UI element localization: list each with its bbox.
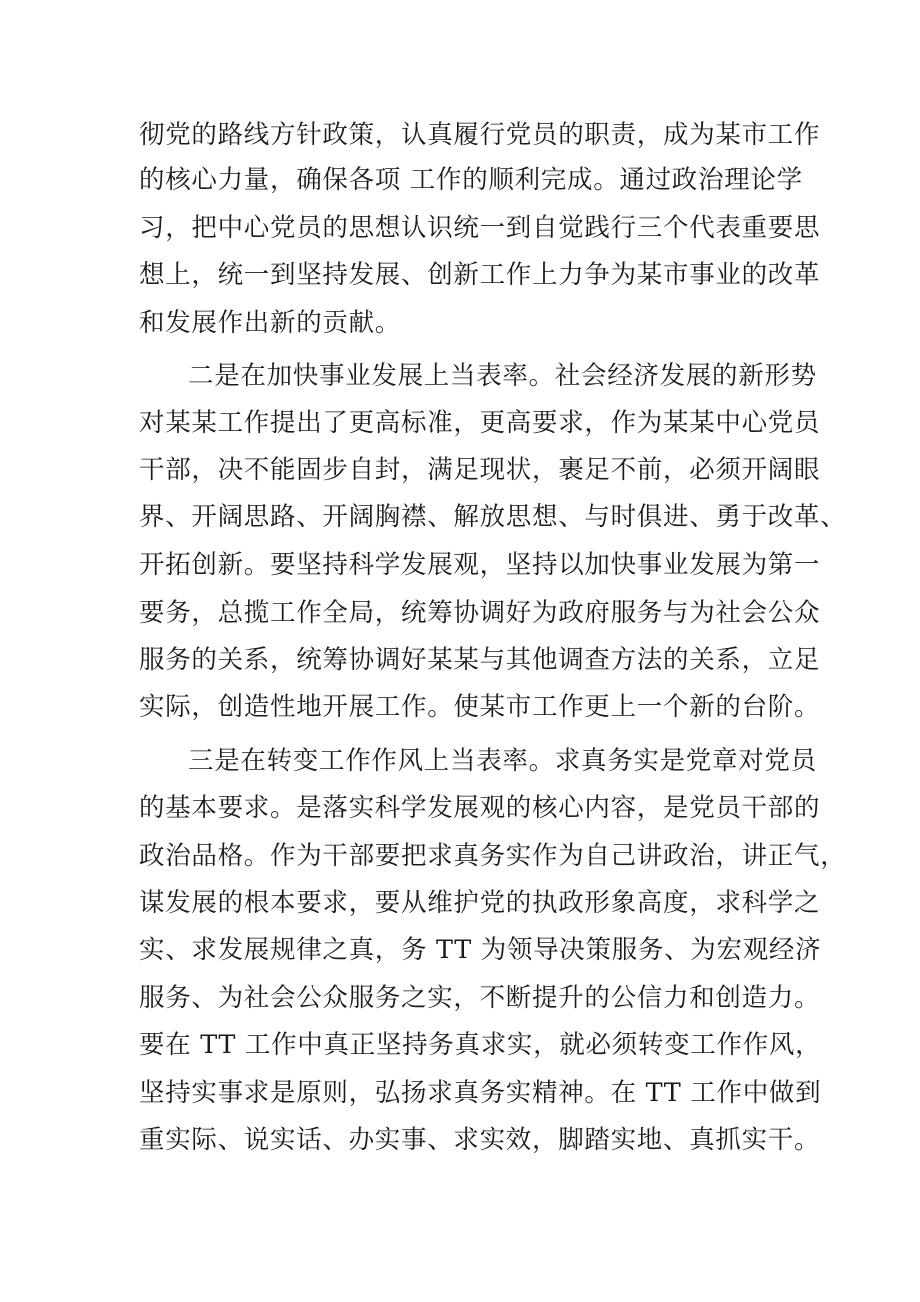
text-line: 对某某工作提出了更高标准，更高要求，作为某某中心党员 (139, 408, 821, 438)
text-line: 界、开阔思路、开阔胸襟、解放思想、与时俱进、勇于改革、 (139, 502, 847, 532)
paragraph-heading-line: 三是在转变工作作风上当表率。求真务实是党章对党员 (188, 746, 817, 776)
text-line: 政治品格。作为干部要把求真务实作为自己讲政治，讲正气， (139, 841, 847, 871)
paragraph-heading-line: 二是在加快事业发展上当表率。社会经济发展的新形势 (188, 361, 817, 391)
text-line: 要在 TT 工作中真正坚持务真求实，就必须转变工作作风， (139, 1030, 822, 1060)
text-line: 的基本要求。是落实科学发展观的核心内容，是党员干部的 (139, 793, 821, 823)
text-line: 习，把中心党员的思想认识统一到自觉践行三个代表重要思 (139, 213, 821, 243)
text-line: 的核心力量，确保各项 工作的顺利完成。通过政治理论学 (139, 165, 803, 195)
text-line: 实际，创造性地开展工作。使某市工作更上一个新的台阶。 (139, 692, 821, 722)
text-line: 和发展作出新的贡献。 (139, 308, 402, 338)
text-line: 干部，决不能固步自封，满足现状，裹足不前，必须开阔眼 (139, 455, 821, 485)
text-line: 坚持实事求是原则，弘扬求真务实精神。在 TT 工作中做到 (139, 1078, 822, 1108)
text-line: 要务，总揽工作全局，统筹协调好为政府服务与为社会公众 (139, 598, 821, 628)
text-line: 谋发展的根本要求，要从维护党的执政形象高度，求科学之 (139, 888, 821, 918)
text-line: 想上，统一到坚持发展、创新工作上力争为某市事业的改革 (139, 260, 821, 290)
text-line: 服务的关系，统筹协调好某某与其他调查方法的关系，立足 (139, 645, 821, 675)
text-line: 开拓创新。要坚持科学发展观，坚持以加快事业发展为第一 (139, 550, 821, 580)
text-line: 重实际、说实话、办实事、求实效，脚踏实地、真抓实干。 (139, 1125, 821, 1155)
text-line: 彻党的路线方针政策，认真履行党员的职责，成为某市工作 (139, 120, 821, 150)
text-line: 服务、为社会公众服务之实，不断提升的公信力和创造力。 (139, 983, 821, 1013)
text-line: 实、求发展规律之真，务 TT 为领导决策服务、为宏观经济 (139, 935, 822, 965)
